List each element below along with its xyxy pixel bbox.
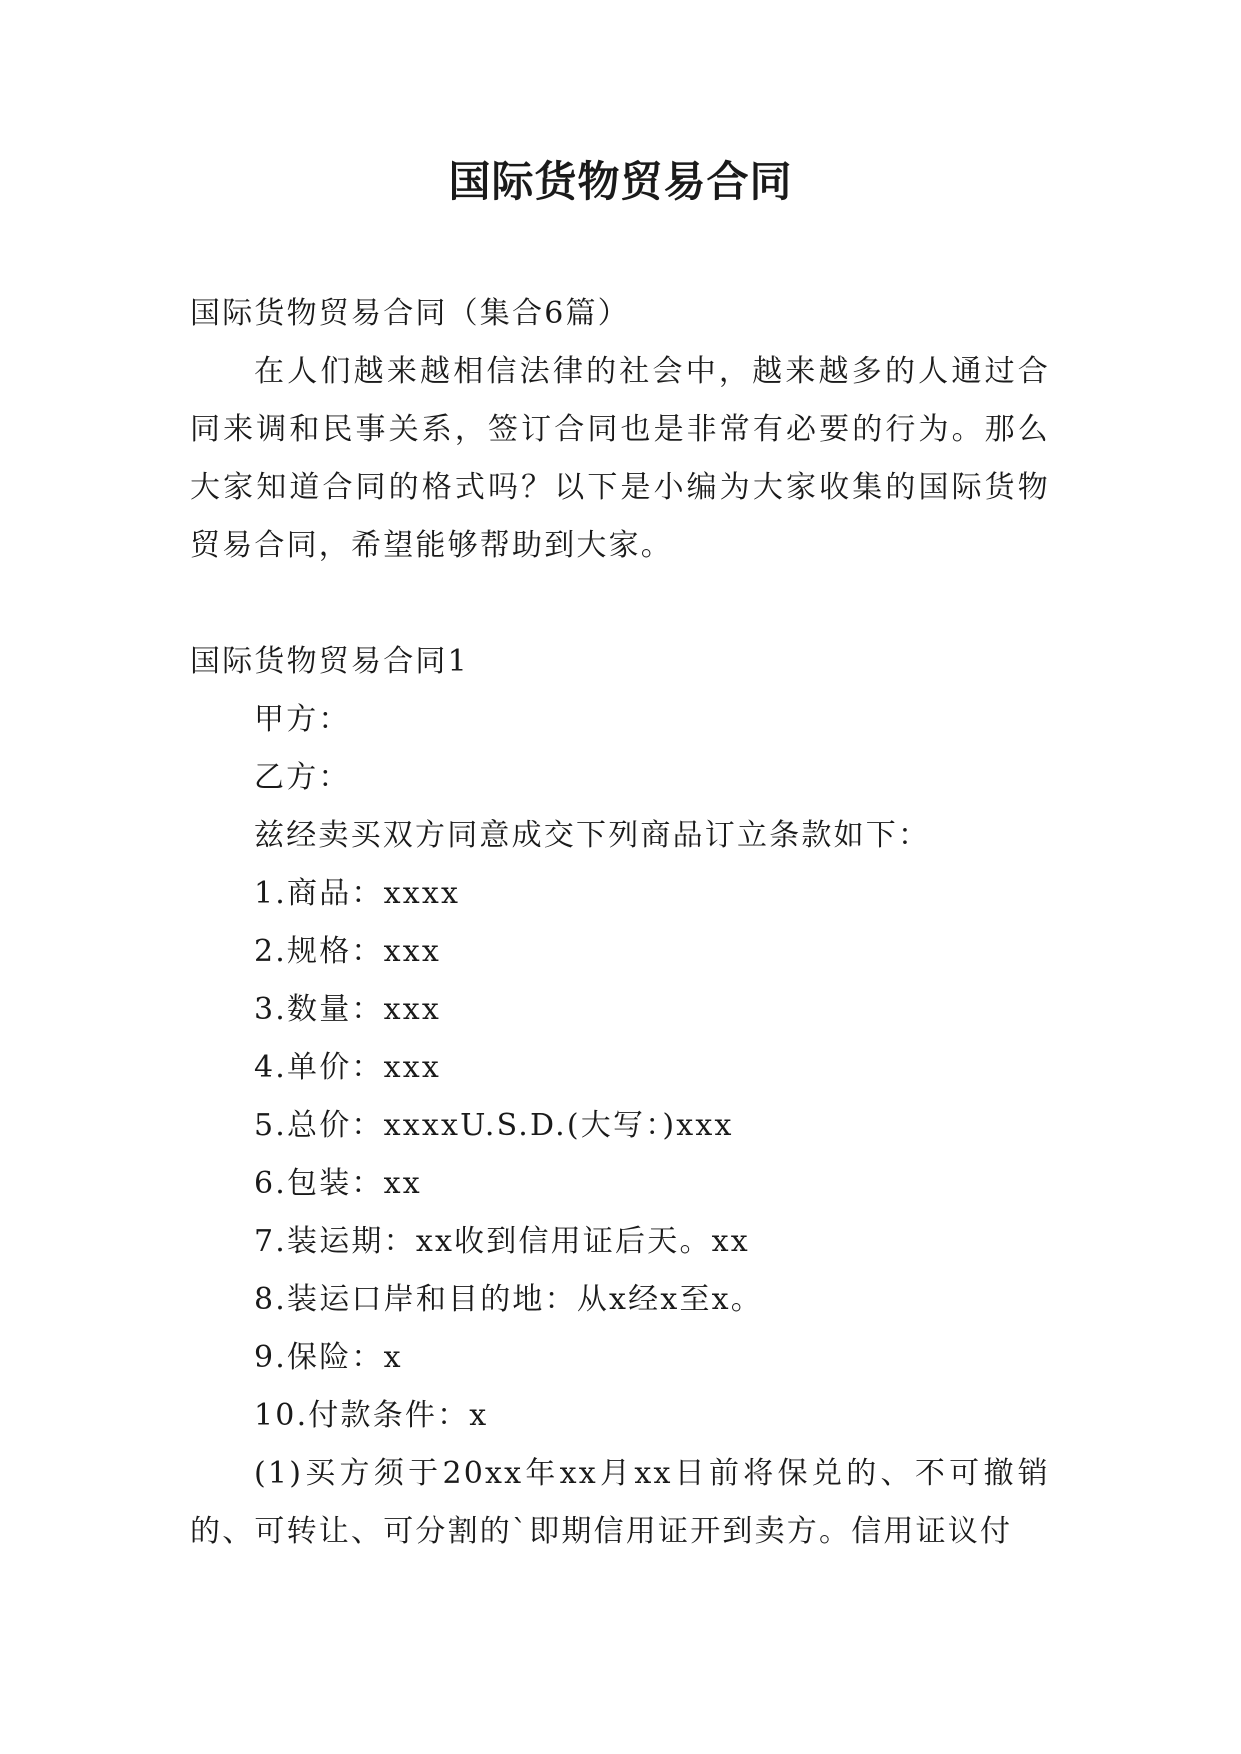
payment-paragraph: (1)买方须于20xx年xx月xx日前将保兑的、不可撤销的、可转让、可分割的`即期信用证开到卖方。信用证议付 [190,1456,1050,1549]
section-spacer [190,575,1050,633]
clause-item: 2.规格：xxx [254,934,441,969]
clause-item: 10.付款条件：x [254,1398,489,1433]
clause-item: 3.数量：xxx [254,992,441,1027]
agreement-statement: 兹经卖买双方同意成交下列商品订立条款如下： [254,818,931,853]
document-subtitle: 国际货物贸易合同（集合6篇） [190,296,630,331]
clause-item: 9.保险：x [254,1340,403,1375]
clause-item: 7.装运期：xx收到信用证后天。xx [254,1224,750,1259]
section-heading: 国际货物贸易合同1 [190,644,469,679]
document-body [190,285,1050,1561]
intro-paragraph: 在人们越来越相信法律的社会中，越来越多的人通过合同来调和民事关系，签订合同也是非常有必要的行为。那么大家知道合同的格式吗？以下是小编为大家收集的国际货物贸易合同，希望能够帮助到大家。 [190,354,1050,563]
clause-item: 5.总价：xxxxU.S.D.(大写：)xxx [254,1108,734,1143]
clause-item: 6.包装：xx [254,1166,422,1201]
party-b-label: 乙方： [254,760,351,795]
document-title: 国际货物贸易合同 [448,157,793,206]
clause-item: 4.单价：xxx [254,1050,441,1085]
party-a-label: 甲方： [254,702,351,737]
clause-item: 8.装运口岸和目的地：从x经x至x。 [254,1282,763,1317]
clause-item: 1.商品：xxxx [254,876,461,911]
